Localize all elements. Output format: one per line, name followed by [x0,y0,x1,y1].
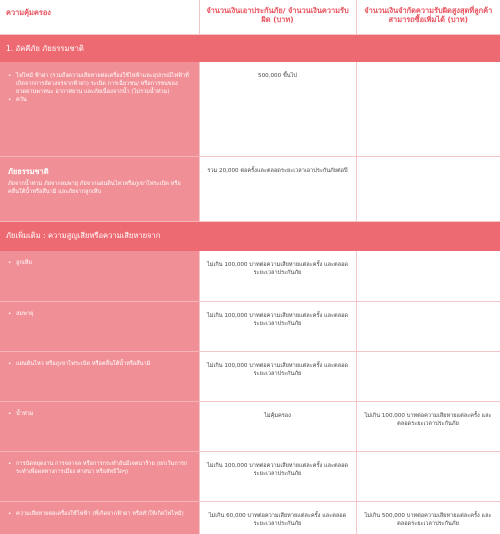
extra-label-cell [0,451,199,501]
table-row [0,301,500,351]
table-row [0,401,500,451]
table-row-fire [0,62,500,156]
extra-max-limit [356,251,500,301]
table-header-row [0,0,500,34]
extra-label-cell [0,351,199,401]
table-row [0,501,500,534]
list-item: • ลูกเห็บ [8,259,191,267]
extra-label-cell [0,251,199,301]
natural-max-limit [356,156,500,221]
extra-max-limit: ไม่เกิน 100,000 บาทต่อความเสียหายแต่ละครั้ง และตลอดระยะเวลาประกันภัย [356,401,500,451]
section-fire-natural [0,34,500,62]
list-item: • แผ่นดินไหว หรือภูเขาไฟระเบิด หรือคลื่นใต้น้ำหรือสึนามิ [8,360,191,368]
natural-coverage-cell [0,156,199,221]
extra-label-cell [0,301,199,351]
list-item: • การนัดหยุดงาน การจลาจล หรือการกระทำอันมีเจตนาร้าย (ยกเว้นการกระทำเพื่อผลทางการเมือง ศาสนา หรือลัทธิใดๆ) [8,460,191,476]
table-row [0,451,500,501]
extra-amount: ไม่คุ้มครอง [199,401,356,451]
table-row [0,351,500,401]
natural-amount: รวม 20,000 ต่อครั้งและตลอดระยะเวลาเอาประกันภัยต่อปี [199,156,356,221]
extra-max-limit [356,451,500,501]
extra-amount: ไม่เกิน 100,000 บาทต่อความเสียหายแต่ละครั้ง และตลอดระยะเวลาประกันภัย [199,451,356,501]
section-title: 1. อัคคีภัย ภัยธรรมชาติ [0,34,500,62]
header-max-limit: จำนวนเงินจำกัดความรับผิดสูงสุดที่ลูกค้าสามารถซื้อเพิ่มได้ (บาท) [356,0,500,34]
list-item: • ความเสียหายต่อเครื่องใช้ไฟฟ้า (ที่เกิดจากฟ้าผ่า หรือทำให้เกิดไฟไหม้) [8,510,191,518]
extra-amount: ไม่เกิน 100,000 บาทต่อความเสียหายแต่ละครั้ง และตลอดระยะเวลาประกันภัย [199,251,356,301]
extra-max-limit [356,351,500,401]
extra-label-cell [0,501,199,534]
extra-amount: ไม่เกิน 100,000 บาทต่อความเสียหายแต่ละครั้ง และตลอดระยะเวลาประกันภัย [199,351,356,401]
list-item: • น้ำท่วม [8,410,191,418]
fire-amount: 500,000 ขึ้นไป [199,62,356,156]
extra-amount: ไม่เกิน 100,000 บาทต่อความเสียหายแต่ละครั้ง และตลอดระยะเวลาประกันภัย [199,301,356,351]
extra-amount: ไม่เกิน 60,000 บาทต่อความเสียหายแต่ละครั้ง และตลอดระยะเวลาประกันภัย [199,501,356,534]
extra-max-limit: ไม่เกิน 500,000 บาทต่อความเสียหายแต่ละครั้ง และตลอดระยะเวลาประกันภัย [356,501,500,534]
section-extra [0,221,500,251]
fire-coverage-cell [0,62,199,156]
header-sum-insured: จำนวนเงินเอาประกันภัย/ จำนวนเงินความรับผิด (บาท) [199,0,356,34]
list-item: • ไฟไหม้ ฟ้าผ่า (รวมถึงความเสียหายต่อเครื่องใช้ไฟฟ้าและอุปกรณ์ไฟฟ้าที่เกิดจากการลัดวงจรจากฟ้าผ่า) ระเบิด การเฉี่ยวชน/ หรือการชนของยวดยานพาหนะ อากาศยาน และภัยเนื่องจากน้ำ (ไม่รวมน้ำท่วม) [8,72,191,96]
natural-desc: ภัยจากน้ำท่วม ภัยจากลมพายุ ภัยจากแผ่นดินไหวหรือภูเขาไฟระเบิด หรือคลื่นใต้น้ำหรือสึนามิ และภัยจากลูกเห็บ [8,180,181,195]
list-item: • ลมพายุ [8,310,191,318]
list-item: • ควัน [8,96,191,104]
header-coverage: ความคุ้มครอง [0,0,199,34]
extra-title: ภัยเพิ่มเติม : ความสูญเสียหรือความเสียหายจาก [0,221,500,251]
fire-max-limit [356,62,500,156]
natural-title: ภัยธรรมชาติ [8,166,49,176]
extra-max-limit [356,301,500,351]
extra-label-cell [0,401,199,451]
table-row [0,251,500,301]
fire-items-list [8,72,191,104]
table-row-natural [0,156,500,221]
